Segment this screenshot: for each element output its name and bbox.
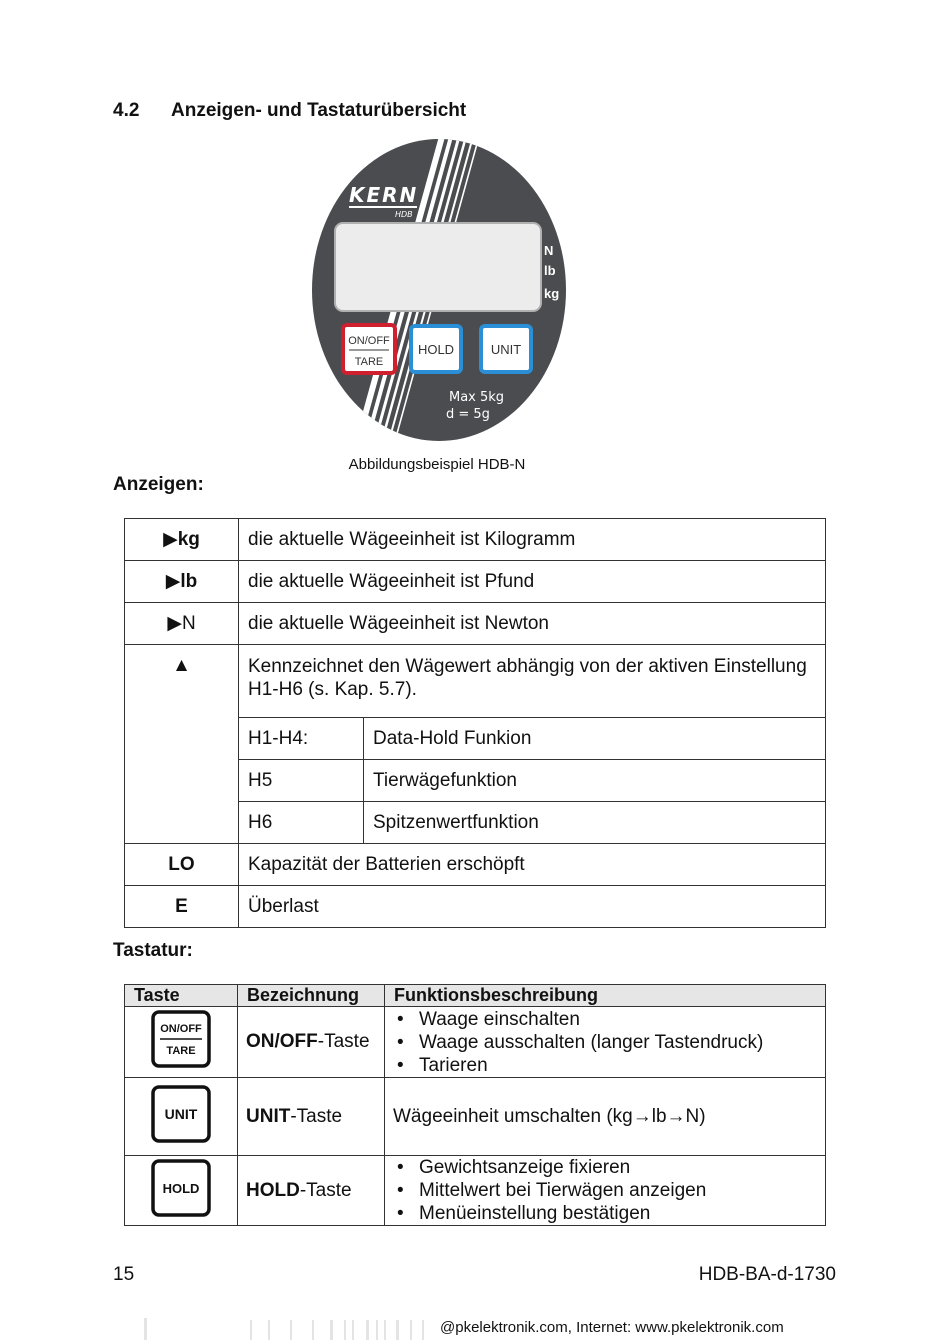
tare-label: TARE <box>354 356 384 368</box>
document-id: HDB-BA-d-1730 <box>698 1264 836 1285</box>
key-name-suffix: -Taste <box>290 1105 343 1127</box>
mode-code: H6 <box>239 802 364 844</box>
device-illustration <box>311 138 567 442</box>
brand-logo: KERN <box>349 183 419 207</box>
hold-modes-table <box>239 718 825 843</box>
table-row <box>125 1007 826 1078</box>
hold-modes-cell <box>239 718 826 844</box>
indicator-description: die aktuelle Wägeeinheit ist Newton <box>239 603 826 645</box>
unit-label-n: N <box>544 243 554 258</box>
key-name-bold: HOLD <box>246 1179 300 1201</box>
table-row <box>239 718 825 760</box>
key-icon-label: UNIT <box>164 1105 198 1122</box>
key-function-cell <box>385 1156 826 1226</box>
unit-label-lb: lb <box>544 263 556 278</box>
key-icon-label: HOLD <box>162 1180 200 1196</box>
mode-code: H5 <box>239 760 364 802</box>
list-item: • Menüeinstellung bestätigen <box>393 1202 817 1225</box>
table-header-row <box>125 985 826 1007</box>
max-capacity: Max 5kg <box>449 390 505 405</box>
key-name-bold: UNIT <box>246 1105 291 1127</box>
function-list <box>393 1156 817 1225</box>
hold-label: HOLD <box>417 342 455 357</box>
section-number: 4.2 <box>113 100 140 121</box>
key-name-suffix: -Taste <box>299 1179 352 1201</box>
indicator-symbol: E <box>125 886 239 928</box>
table-row <box>125 561 826 603</box>
table-row <box>125 1078 826 1156</box>
table-row <box>125 519 826 561</box>
onoff-tare-key-icon <box>151 1010 211 1068</box>
figure-caption: Abbildungsbeispiel HDB-N <box>348 456 526 473</box>
indicator-description: Überlast <box>239 886 826 928</box>
triangle-symbol: ▲ <box>125 645 239 844</box>
key-icon-cell <box>125 1078 238 1156</box>
table-row <box>125 1156 826 1226</box>
key-function-cell <box>385 1007 826 1078</box>
key-icon-top-label: ON/OFF <box>160 1023 202 1035</box>
unit-key-icon <box>151 1085 211 1143</box>
key-name-cell <box>238 1156 385 1226</box>
list-item: • Gewichtsanzeige fixieren <box>393 1156 817 1179</box>
section-title: Anzeigen- und Tastaturübersicht <box>171 100 467 121</box>
onoff-tare-button[interactable] <box>343 325 395 373</box>
key-function-cell: Wägeeinheit umschalten (kg→lb→N) <box>385 1078 826 1156</box>
key-name-cell <box>238 1007 385 1078</box>
list-item: • Mittelwert bei Tierwägen anzeigen <box>393 1179 817 1202</box>
key-name-bold: ON/OFF <box>246 1031 318 1052</box>
table-row <box>125 844 826 886</box>
indicators-label: Anzeigen: <box>113 474 204 495</box>
indicator-symbol: ▶N <box>125 603 239 645</box>
key-name-suffix: -Taste <box>317 1031 370 1052</box>
unit-label: UNIT <box>490 342 522 357</box>
table-row <box>125 886 826 928</box>
resolution: d = 5g <box>446 407 490 422</box>
unit-button[interactable] <box>481 326 531 372</box>
section-heading <box>113 100 466 122</box>
mode-code: H1-H4: <box>239 718 364 760</box>
list-item: • Waage ausschalten (langer Tastendruck) <box>393 1031 817 1054</box>
lcd-display <box>335 223 541 311</box>
key-icon-cell <box>125 1007 238 1078</box>
indicator-symbol: ▶lb <box>125 561 239 603</box>
page-number: 15 <box>113 1264 135 1285</box>
hold-button[interactable] <box>411 326 461 372</box>
model-label: HDB <box>395 210 413 219</box>
table-row <box>239 760 825 802</box>
indicator-description: die aktuelle Wägeeinheit ist Kilogramm <box>239 519 826 561</box>
indicators-table <box>124 518 826 928</box>
function-list <box>393 1008 817 1077</box>
contact-line: @pkelektronik.com, Internet: www.pkelektronik.com <box>440 1319 784 1336</box>
mode-description: Spitzenwertfunktion <box>364 802 826 844</box>
key-icon-bottom-label: TARE <box>166 1045 196 1057</box>
onoff-label: ON/OFF <box>348 335 390 347</box>
list-item: • Waage einschalten <box>393 1008 817 1031</box>
column-header-name: Bezeichnung <box>238 985 385 1007</box>
indicator-description: die aktuelle Wägeeinheit ist Pfund <box>239 561 826 603</box>
keyboard-table <box>124 984 826 1226</box>
mode-description: Tierwägefunktion <box>364 760 826 802</box>
column-header-function: Funktionsbeschreibung <box>385 985 826 1007</box>
key-name-cell <box>238 1078 385 1156</box>
indicator-symbol: LO <box>125 844 239 886</box>
indicator-symbol: ▶kg <box>125 519 239 561</box>
unit-label-kg: kg <box>544 286 560 301</box>
indicator-description: Kennzeichnet den Wägewert abhängig von der aktiven Einstellung H1-H6 (s. Kap. 5.7). <box>239 645 826 718</box>
indicator-description: Kapazität der Batterien erschöpft <box>239 844 826 886</box>
key-icon-cell <box>125 1156 238 1226</box>
table-row <box>125 603 826 645</box>
column-header-key: Taste <box>125 985 238 1007</box>
keyboard-label: Tastatur: <box>113 940 193 961</box>
table-row <box>125 645 826 718</box>
list-item: • Tarieren <box>393 1054 817 1077</box>
mode-description: Data-Hold Funkion <box>373 727 532 749</box>
hold-key-icon <box>151 1159 211 1217</box>
table-row <box>239 802 825 844</box>
scan-artifact <box>140 1316 440 1342</box>
